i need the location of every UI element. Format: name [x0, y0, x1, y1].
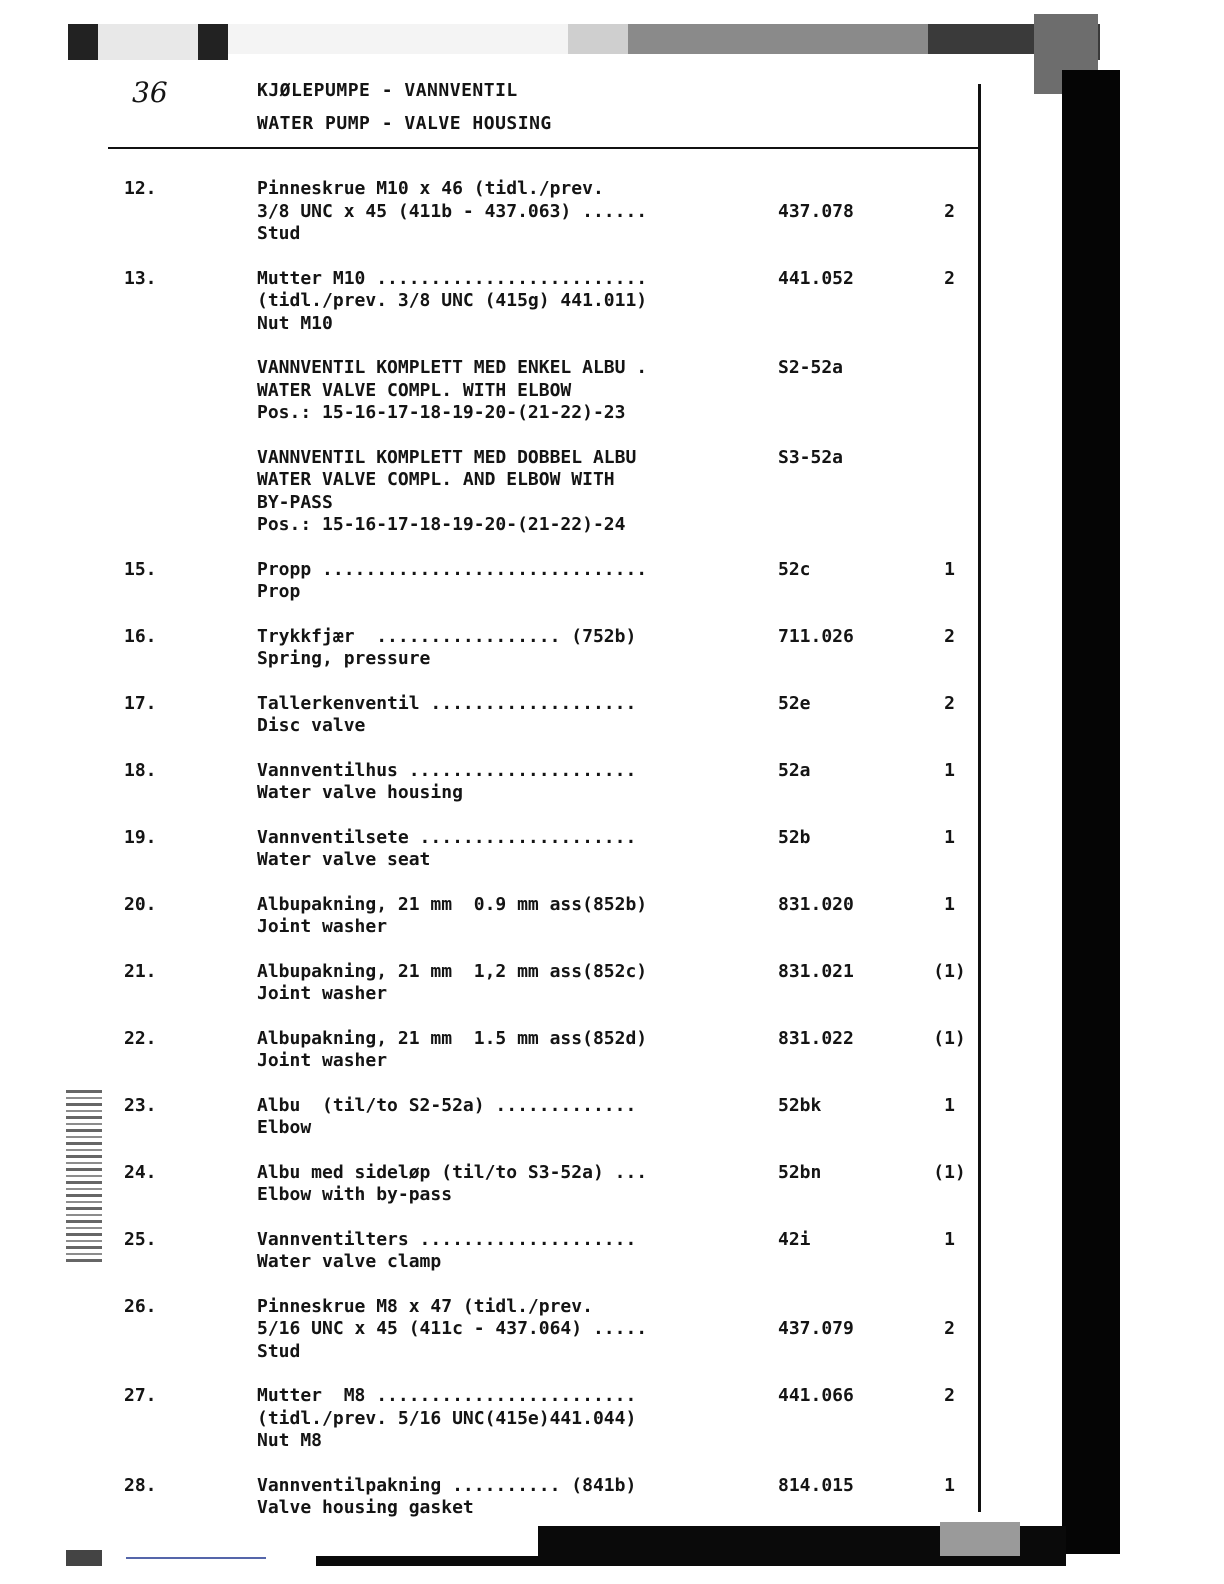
quantity	[927, 357, 972, 425]
parts-list-entry	[0, 760, 1000, 805]
quantity: 2	[944, 625, 955, 647]
description-line: 5/16 UNC x 45 (411c - 437.064) .....	[257, 1318, 648, 1339]
part-description	[257, 178, 777, 246]
quantity: 2	[944, 200, 955, 222]
description-line: Pinneskrue M8 x 47 (tidl./prev.	[257, 1295, 593, 1317]
description-line: Pos.: 15-16-17-18-19-20-(21-22)-23	[257, 402, 626, 423]
quantity: 1	[944, 558, 955, 580]
description-line: Pinneskrue M10 x 46 (tidl./prev.	[257, 178, 604, 199]
parts-list-entry	[0, 961, 1000, 1006]
quantity: (1)	[933, 1027, 966, 1049]
scan-corner-speckle	[66, 1550, 102, 1566]
part-number: 52e	[778, 692, 811, 714]
description-line: Vannventilters ....................	[257, 1228, 637, 1250]
description-line: Nut M8	[257, 1430, 323, 1451]
header-rule	[108, 147, 980, 149]
description-line: Joint washer	[257, 983, 388, 1004]
part-number: 441.066	[778, 1385, 854, 1406]
position-number: 18.	[124, 759, 157, 781]
parts-list-entry	[0, 1475, 1000, 1520]
page-title-english: WATER PUMP - VALVE HOUSING	[257, 113, 552, 134]
part-description	[257, 693, 777, 738]
description-line: BY-PASS	[257, 491, 333, 513]
description-line: Albu med sideløp (til/to S3-52a) ...	[257, 1161, 648, 1183]
description-line: Trykkfjær ................. (752b)	[257, 625, 637, 647]
part-description	[257, 559, 777, 604]
quantity: 2	[944, 1318, 955, 1339]
position-number: 24.	[124, 1161, 157, 1183]
part-description	[257, 1296, 777, 1364]
parts-list-entry	[0, 894, 1000, 939]
quantity: 2	[944, 692, 955, 714]
description-line: Mutter M10 .........................	[257, 267, 648, 289]
part-description	[257, 827, 777, 872]
position-number: 16.	[124, 625, 157, 647]
scan-top-border	[68, 24, 1100, 60]
part-number: 52bk	[778, 1094, 822, 1116]
part-number: 42i	[778, 1228, 811, 1250]
description-line: Valve housing gasket	[257, 1497, 474, 1518]
quantity: 1	[944, 1094, 955, 1116]
description-line: Prop	[257, 581, 301, 602]
description-line: Pos.: 15-16-17-18-19-20-(21-22)-24	[257, 514, 626, 535]
parts-list-entry	[0, 268, 1000, 336]
parts-list-entry	[0, 1162, 1000, 1207]
quantity: 1	[944, 759, 955, 781]
part-description	[257, 447, 777, 537]
parts-list-entry	[0, 1296, 1000, 1364]
parts-list-entry	[0, 447, 1000, 537]
parts-list-entry	[0, 1028, 1000, 1073]
position-number: 15.	[124, 558, 157, 580]
page-number: 36	[132, 76, 168, 109]
part-number: 711.026	[778, 625, 854, 647]
parts-list-entry	[0, 1385, 1000, 1453]
description-line: Albupakning, 21 mm 0.9 mm ass(852b)	[257, 893, 648, 915]
position-number: 13.	[124, 267, 157, 289]
position-number: 21.	[124, 960, 157, 982]
part-description	[257, 1385, 777, 1453]
scan-right-border	[1062, 70, 1120, 1554]
parts-list-entry	[0, 626, 1000, 671]
parts-list	[0, 178, 1000, 1542]
description-line: Elbow	[257, 1117, 312, 1138]
position-number: 26.	[124, 1295, 157, 1317]
position-number: 23.	[124, 1094, 157, 1116]
part-description	[257, 1229, 777, 1274]
description-line: Water valve clamp	[257, 1251, 442, 1272]
description-line: Propp ..............................	[257, 558, 648, 580]
description-line: (tidl./prev. 3/8 UNC (415g) 441.011)	[257, 290, 648, 311]
description-line: Vannventilhus .....................	[257, 759, 637, 781]
part-number: 831.022	[778, 1027, 854, 1049]
description-line: Stud	[257, 1340, 301, 1362]
quantity	[927, 447, 972, 537]
description-line: Albupakning, 21 mm 1.5 mm ass(852d)	[257, 1027, 648, 1049]
description-line: Water valve seat	[257, 849, 431, 870]
position-number	[124, 447, 257, 537]
quantity: 1	[944, 1474, 955, 1496]
quantity: 1	[944, 893, 955, 915]
quantity: 2	[944, 267, 955, 289]
parts-list-entry	[0, 1095, 1000, 1140]
quantity: (1)	[933, 960, 966, 982]
position-number: 12.	[124, 178, 157, 199]
part-description	[257, 268, 777, 336]
part-description	[257, 760, 777, 805]
description-line: VANNVENTIL KOMPLETT MED DOBBEL ALBU	[257, 446, 637, 468]
part-number: 831.021	[778, 960, 854, 982]
part-description	[257, 961, 777, 1006]
position-number: 28.	[124, 1474, 157, 1496]
part-number: 437.079	[778, 1318, 854, 1339]
parts-list-entry	[0, 827, 1000, 872]
description-line: Vannventilpakning .......... (841b)	[257, 1474, 637, 1496]
description-line: Joint washer	[257, 1050, 388, 1071]
position-number: 20.	[124, 893, 157, 915]
part-number: 52bn	[778, 1161, 822, 1183]
description-line: Mutter M8 ........................	[257, 1385, 637, 1406]
part-number: 52a	[778, 759, 811, 781]
description-line: Albupakning, 21 mm 1,2 mm ass(852c)	[257, 960, 648, 982]
quantity: 1	[944, 1228, 955, 1250]
quantity: 1	[944, 826, 955, 848]
part-number: 52c	[778, 558, 811, 580]
position-number: 22.	[124, 1027, 157, 1049]
part-description	[257, 1095, 777, 1140]
part-number: 441.052	[778, 267, 854, 289]
part-description	[257, 1162, 777, 1207]
scan-underline	[126, 1557, 266, 1559]
description-line: Albu (til/to S2-52a) .............	[257, 1094, 637, 1116]
parts-list-entry	[0, 693, 1000, 738]
description-line: Joint washer	[257, 916, 388, 937]
description-line: WATER VALVE COMPL. AND ELBOW WITH	[257, 469, 615, 490]
part-description	[257, 1028, 777, 1073]
part-number: 814.015	[778, 1474, 854, 1496]
position-number: 25.	[124, 1228, 157, 1250]
part-description	[257, 626, 777, 671]
part-number: 52b	[778, 826, 811, 848]
part-number: 437.078	[778, 200, 854, 222]
quantity: (1)	[933, 1161, 966, 1183]
position-number: 17.	[124, 692, 157, 714]
part-description	[257, 357, 777, 425]
part-number: S3-52a	[778, 446, 844, 468]
description-line: Spring, pressure	[257, 648, 431, 669]
description-line: Vannventilsete ....................	[257, 826, 637, 848]
description-line: Stud	[257, 223, 301, 244]
description-line: (tidl./prev. 5/16 UNC(415e)441.044)	[257, 1407, 637, 1429]
parts-list-entry	[0, 559, 1000, 604]
description-line: Disc valve	[257, 715, 366, 736]
position-number	[124, 357, 257, 425]
part-description	[257, 894, 777, 939]
page-title-norwegian: KJØLEPUMPE - VANNVENTIL	[257, 80, 518, 101]
part-description	[257, 1475, 777, 1520]
quantity: 2	[944, 1385, 955, 1406]
parts-list-entry	[0, 1229, 1000, 1274]
parts-list-entry	[0, 357, 1000, 425]
description-line: VANNVENTIL KOMPLETT MED ENKEL ALBU .	[257, 357, 648, 378]
description-line: Water valve housing	[257, 782, 463, 803]
description-line: Elbow with by-pass	[257, 1184, 453, 1205]
description-line: Tallerkenventil ...................	[257, 692, 637, 714]
description-line: Nut M10	[257, 312, 333, 334]
description-line: WATER VALVE COMPL. WITH ELBOW	[257, 379, 572, 401]
position-number: 27.	[124, 1385, 157, 1406]
description-line: 3/8 UNC x 45 (411b - 437.063) ......	[257, 200, 648, 222]
part-number: S2-52a	[778, 357, 844, 378]
part-number: 831.020	[778, 893, 854, 915]
position-number: 19.	[124, 826, 157, 848]
parts-list-entry	[0, 178, 1000, 246]
